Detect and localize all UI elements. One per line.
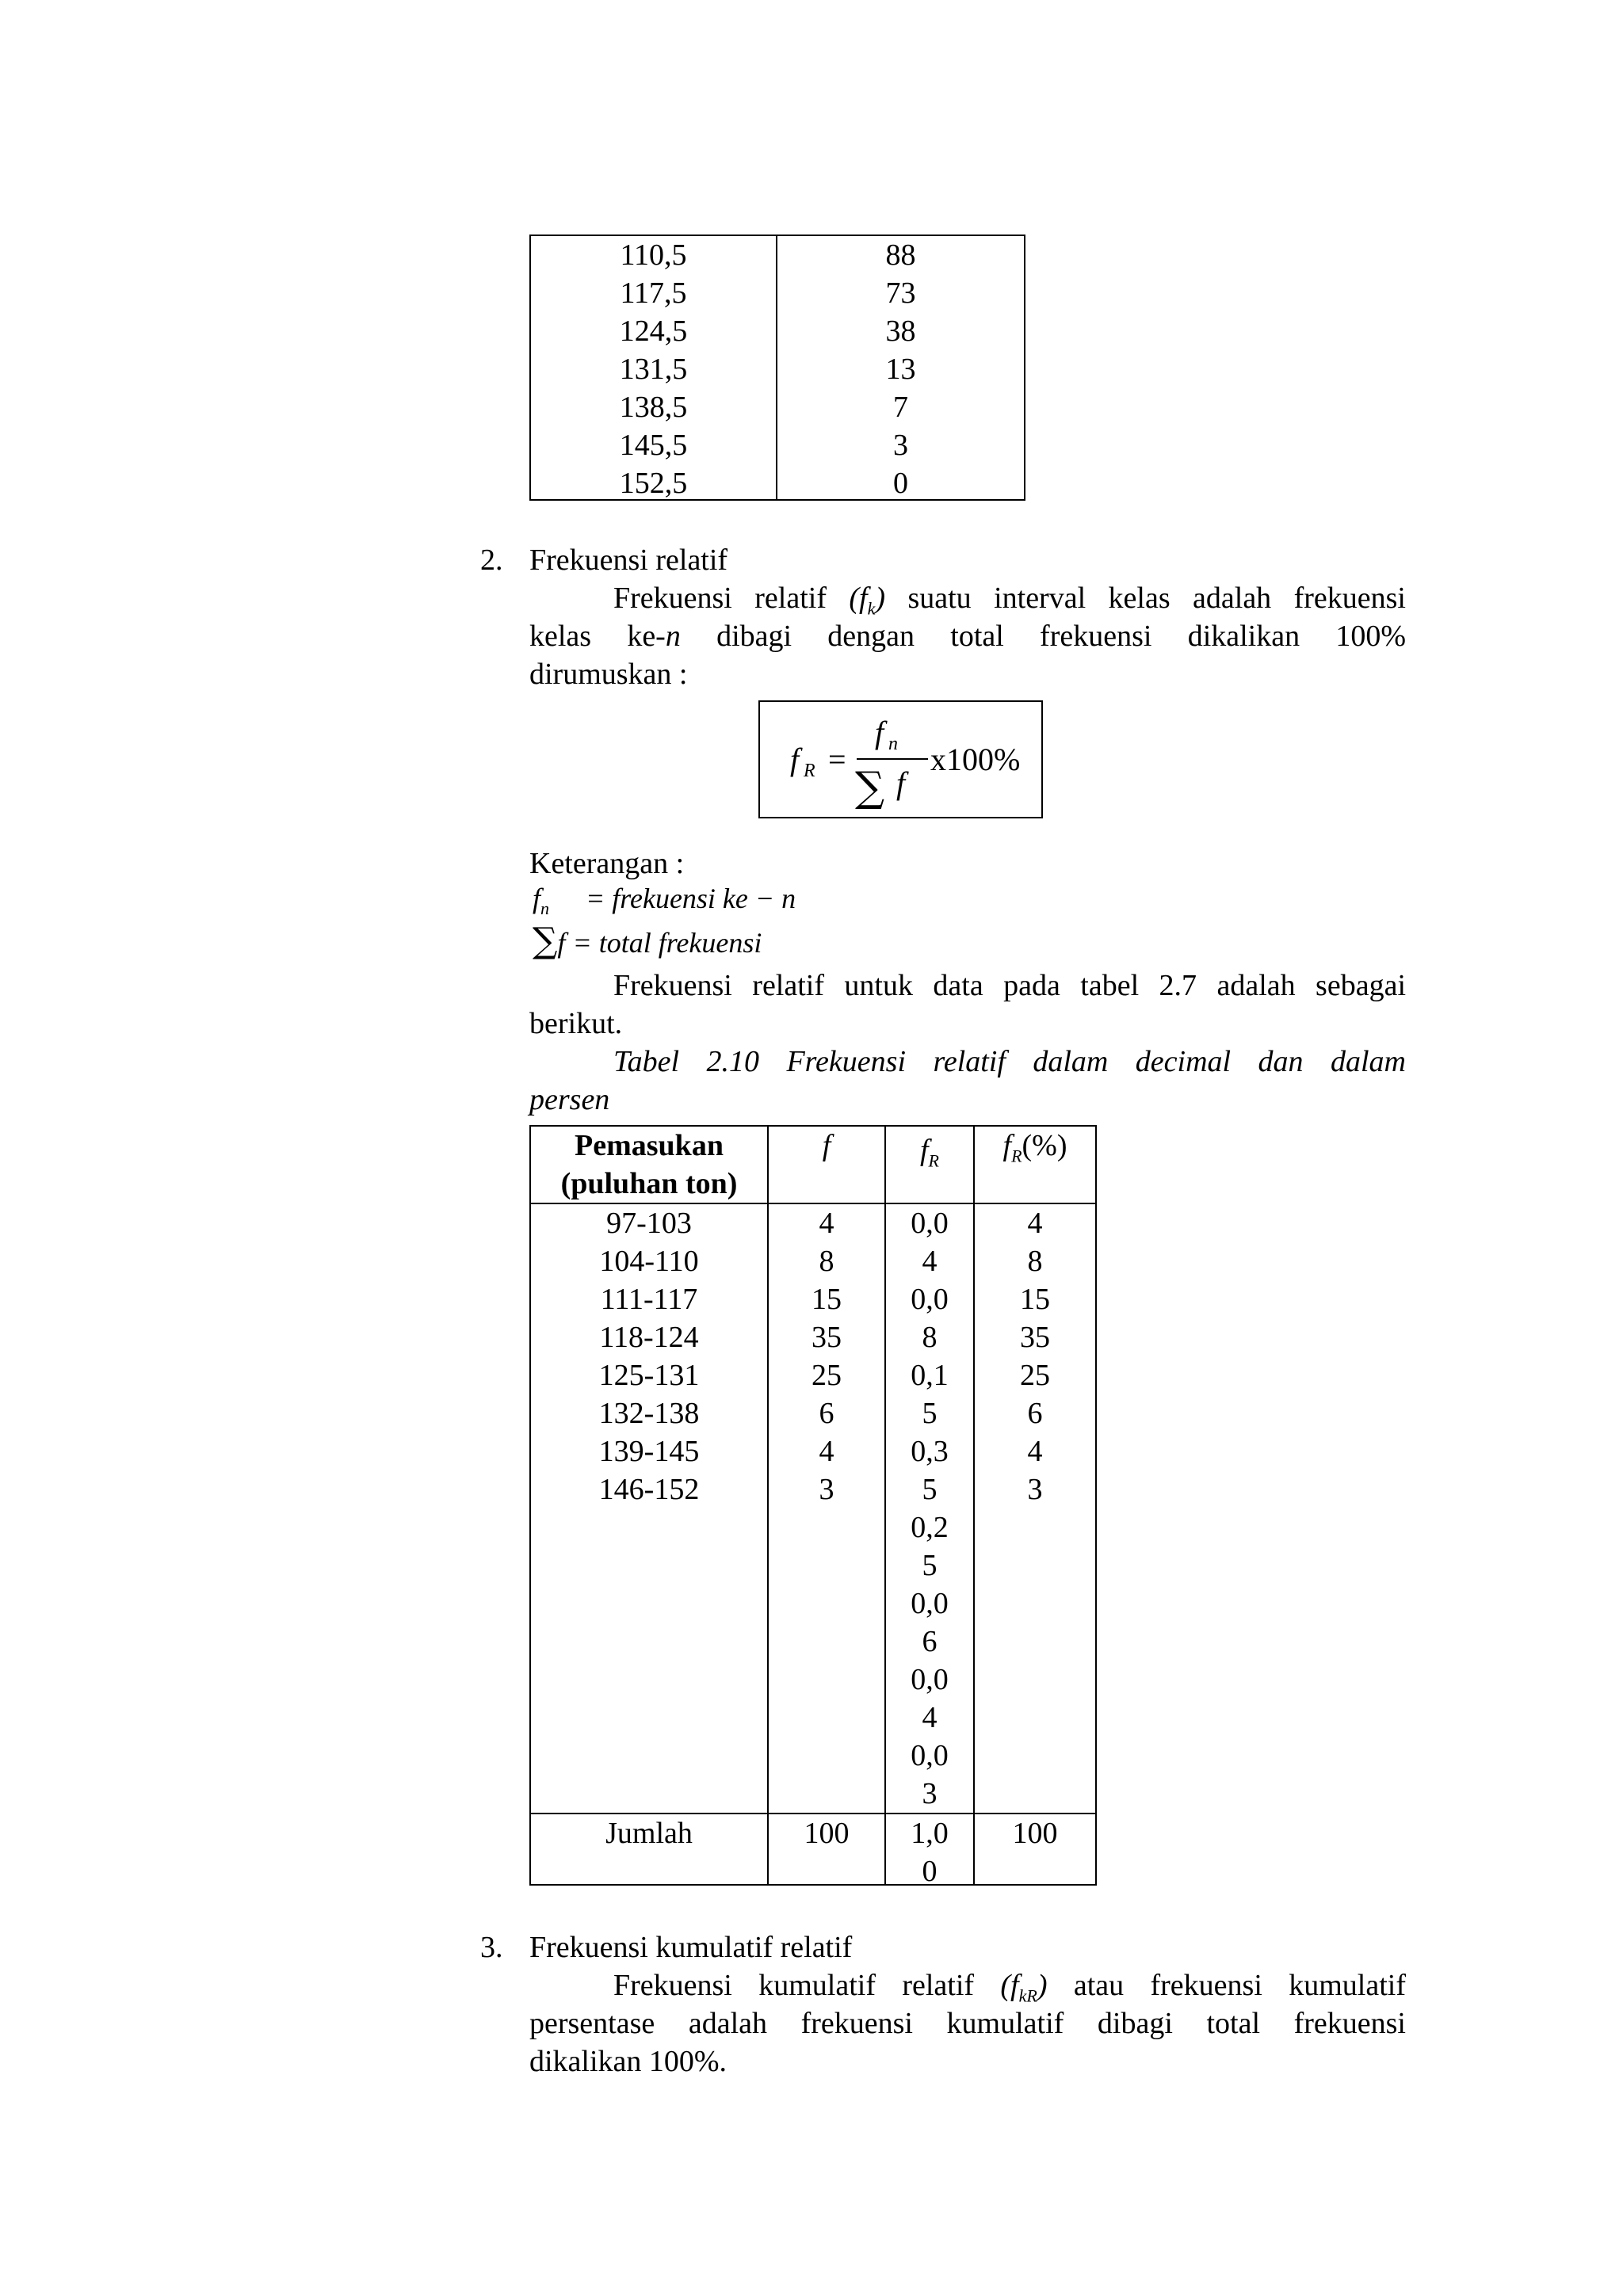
table-column-frequency [777, 236, 1024, 499]
paragraph-line: dirumuskan : [529, 658, 688, 691]
table-cell: 6 [819, 1397, 834, 1430]
text-run: (f [1000, 1969, 1019, 2002]
table-cell: 7 [893, 391, 908, 424]
text-run: Frekuensi relatif [613, 582, 850, 615]
legend-definition: = frekuensi ke − n [586, 883, 796, 914]
symbol-f: f [557, 927, 566, 959]
total-fr-cell [886, 1814, 973, 1890]
subscript: R [928, 1150, 939, 1171]
table-cell: 15 [1020, 1283, 1050, 1316]
text-run: kelas ke- [529, 620, 666, 653]
table-cell: 139-145 [598, 1435, 700, 1468]
section-2-paragraph [529, 579, 1406, 693]
table-cell: 100 [804, 1817, 850, 1850]
table-cell: 0 [893, 467, 908, 500]
total-f-cell [769, 1814, 884, 1852]
paragraph-line: dikalikan 100%. [529, 2045, 727, 2078]
column-fr [886, 1204, 973, 1813]
table-cell: 25 [1020, 1359, 1050, 1392]
table-cell: 5 [922, 1473, 938, 1506]
text-run: dibagi dengan total frekuensi dikalikan 100% [680, 620, 1406, 653]
table-cell: 73 [885, 277, 916, 310]
formula-denominator: f [896, 765, 906, 801]
table-cell: 145,5 [619, 429, 688, 462]
table-cell: 4 [819, 1435, 834, 1468]
header-fr-percent [975, 1127, 1095, 1165]
text-run: atau frekuensi kumulatif [1047, 1969, 1406, 2002]
table-cell: 104-110 [599, 1245, 699, 1278]
paragraph-line: berikut. [529, 1007, 623, 1040]
table-cell: 0,0 [911, 1587, 949, 1620]
table-cell: 8 [819, 1245, 834, 1278]
symbol-f: f [533, 883, 541, 914]
subscript: kR [1018, 1985, 1037, 2006]
symbol-fk [849, 582, 886, 619]
legend-row-sum [533, 922, 762, 962]
paragraph-line [529, 1966, 1406, 2004]
table-cell: 111-117 [600, 1283, 698, 1316]
section-heading-2 [480, 541, 727, 579]
symbol-fkr [1000, 1969, 1048, 2006]
formula-lhs-sub: R [804, 761, 815, 781]
header-text: f [919, 1134, 929, 1167]
header-fr [886, 1131, 973, 1169]
text-run: (f [849, 582, 868, 615]
legend-row-fn [533, 879, 796, 917]
header-pemasukan [531, 1127, 767, 1203]
table-cell: 4 [1027, 1435, 1043, 1468]
table-cell: 131,5 [619, 353, 688, 386]
paragraph-line [529, 617, 1406, 655]
text-run: ) [1037, 1969, 1048, 2002]
header-text: f [1002, 1129, 1012, 1162]
table-cell: 3 [819, 1473, 834, 1506]
table-cell: 1,0 [911, 1817, 949, 1850]
table-cell: 8 [1027, 1245, 1043, 1278]
column-f [769, 1204, 884, 1508]
table-cell: 3 [922, 1777, 938, 1810]
subscript: R [1011, 1146, 1022, 1166]
table-cell: 117,5 [620, 277, 687, 310]
table-cell: 4 [922, 1701, 938, 1734]
table-cell: Jumlah [605, 1817, 693, 1850]
column-pemasukan [531, 1204, 767, 1508]
table-cell: 125-131 [598, 1359, 700, 1392]
paragraph-line [529, 579, 1406, 617]
cumulative-frequency-table [529, 235, 1025, 501]
table-cell: 0,3 [911, 1435, 949, 1468]
intro-paragraph [529, 967, 1406, 1119]
section-3-paragraph [529, 1966, 1406, 2081]
table-cell: 0,2 [911, 1511, 949, 1544]
table-cell: 6 [922, 1625, 938, 1658]
total-label-cell [531, 1814, 767, 1852]
table-cell: 118-124 [599, 1321, 699, 1354]
table-border [529, 1884, 1097, 1886]
table-cell: 25 [812, 1359, 842, 1392]
total-pct-cell [975, 1814, 1095, 1852]
table-cell: 0,1 [911, 1359, 949, 1392]
table-border [1095, 1125, 1097, 1886]
table-cell: 3 [893, 429, 908, 462]
table-cell: 35 [1020, 1321, 1050, 1354]
formula-numerator-sub: n [888, 734, 898, 754]
table-cell: 13 [885, 353, 916, 386]
table-cell: 35 [812, 1321, 842, 1354]
table-cell: 4 [819, 1207, 834, 1240]
header-text: f [822, 1129, 831, 1162]
table-cell: 146-152 [598, 1473, 700, 1506]
table-cell: 15 [812, 1283, 842, 1316]
header-text: (%) [1022, 1129, 1067, 1162]
table-cell: 152,5 [619, 467, 688, 500]
text-run: Frekuensi kumulatif relatif [613, 1969, 1001, 2002]
header-text: (puluhan ton) [560, 1167, 738, 1200]
formula-numerator: f [875, 715, 884, 750]
table-column-boundaries [531, 236, 777, 499]
table-cell: 5 [922, 1397, 938, 1430]
formula-tail: x100% [930, 742, 1021, 777]
table-cell: 3 [1027, 1473, 1043, 1506]
text-run: suatu interval kelas adalah frekuensi [885, 582, 1406, 615]
table-cell: 124,5 [619, 315, 688, 348]
formula-equals: = [828, 742, 846, 777]
paragraph-line: persentase adalah frekuensi kumulatif dibagi total frekuensi [529, 2007, 1406, 2040]
table-cell: 6 [1027, 1397, 1043, 1430]
section-number: 3. [480, 1931, 503, 1964]
section-title: Frekuensi relatif [529, 543, 728, 577]
section-heading-3 [480, 1928, 852, 1966]
table-cell: 110,5 [620, 238, 687, 272]
column-fr-percent [975, 1204, 1095, 1508]
table-cell: 0,0 [911, 1207, 949, 1240]
table-cell: 5 [922, 1549, 938, 1582]
keterangan-label: Keterangan : [529, 847, 685, 880]
section-number: 2. [480, 543, 503, 577]
header-f [769, 1127, 884, 1165]
table-cell: 88 [885, 238, 916, 272]
relative-frequency-formula [760, 702, 1041, 817]
table-cell: 4 [922, 1245, 938, 1278]
table-cell: 138,5 [619, 391, 688, 424]
legend-definition: = total frekuensi [572, 927, 762, 959]
sigma-icon: ∑ [533, 921, 558, 961]
table-cell: 0,0 [911, 1739, 949, 1772]
relative-frequency-table [529, 1125, 1097, 1886]
section-title: Frekuensi kumulatif relatif [529, 1931, 853, 1964]
header-text: Pemasukan [575, 1129, 724, 1162]
table-cell: 4 [1027, 1207, 1043, 1240]
table-cell: 0 [922, 1855, 938, 1888]
table-cell: 97-103 [606, 1207, 692, 1240]
sigma-icon: ∑ [855, 764, 885, 811]
symbol-n: n [665, 620, 681, 653]
table-cell: 132-138 [598, 1397, 700, 1430]
table-cell: 0,0 [911, 1663, 949, 1696]
table-cell: 38 [885, 315, 916, 348]
subscript: k [867, 598, 876, 619]
text-run: ) [875, 582, 886, 615]
subscript: n [540, 898, 550, 919]
formula-lhs: f [790, 742, 800, 777]
table-cell: 0,0 [911, 1283, 949, 1316]
formula-box [758, 700, 1043, 818]
table-caption-continued: persen [529, 1083, 610, 1116]
table-cell: 100 [1012, 1817, 1058, 1850]
table-cell: 8 [922, 1321, 938, 1354]
table-caption: Tabel 2.10 Frekuensi relatif dalam decimal dan dalam [613, 1045, 1406, 1078]
paragraph-line: Frekuensi relatif untuk data pada tabel 2.7 adalah sebagai [613, 969, 1406, 1002]
